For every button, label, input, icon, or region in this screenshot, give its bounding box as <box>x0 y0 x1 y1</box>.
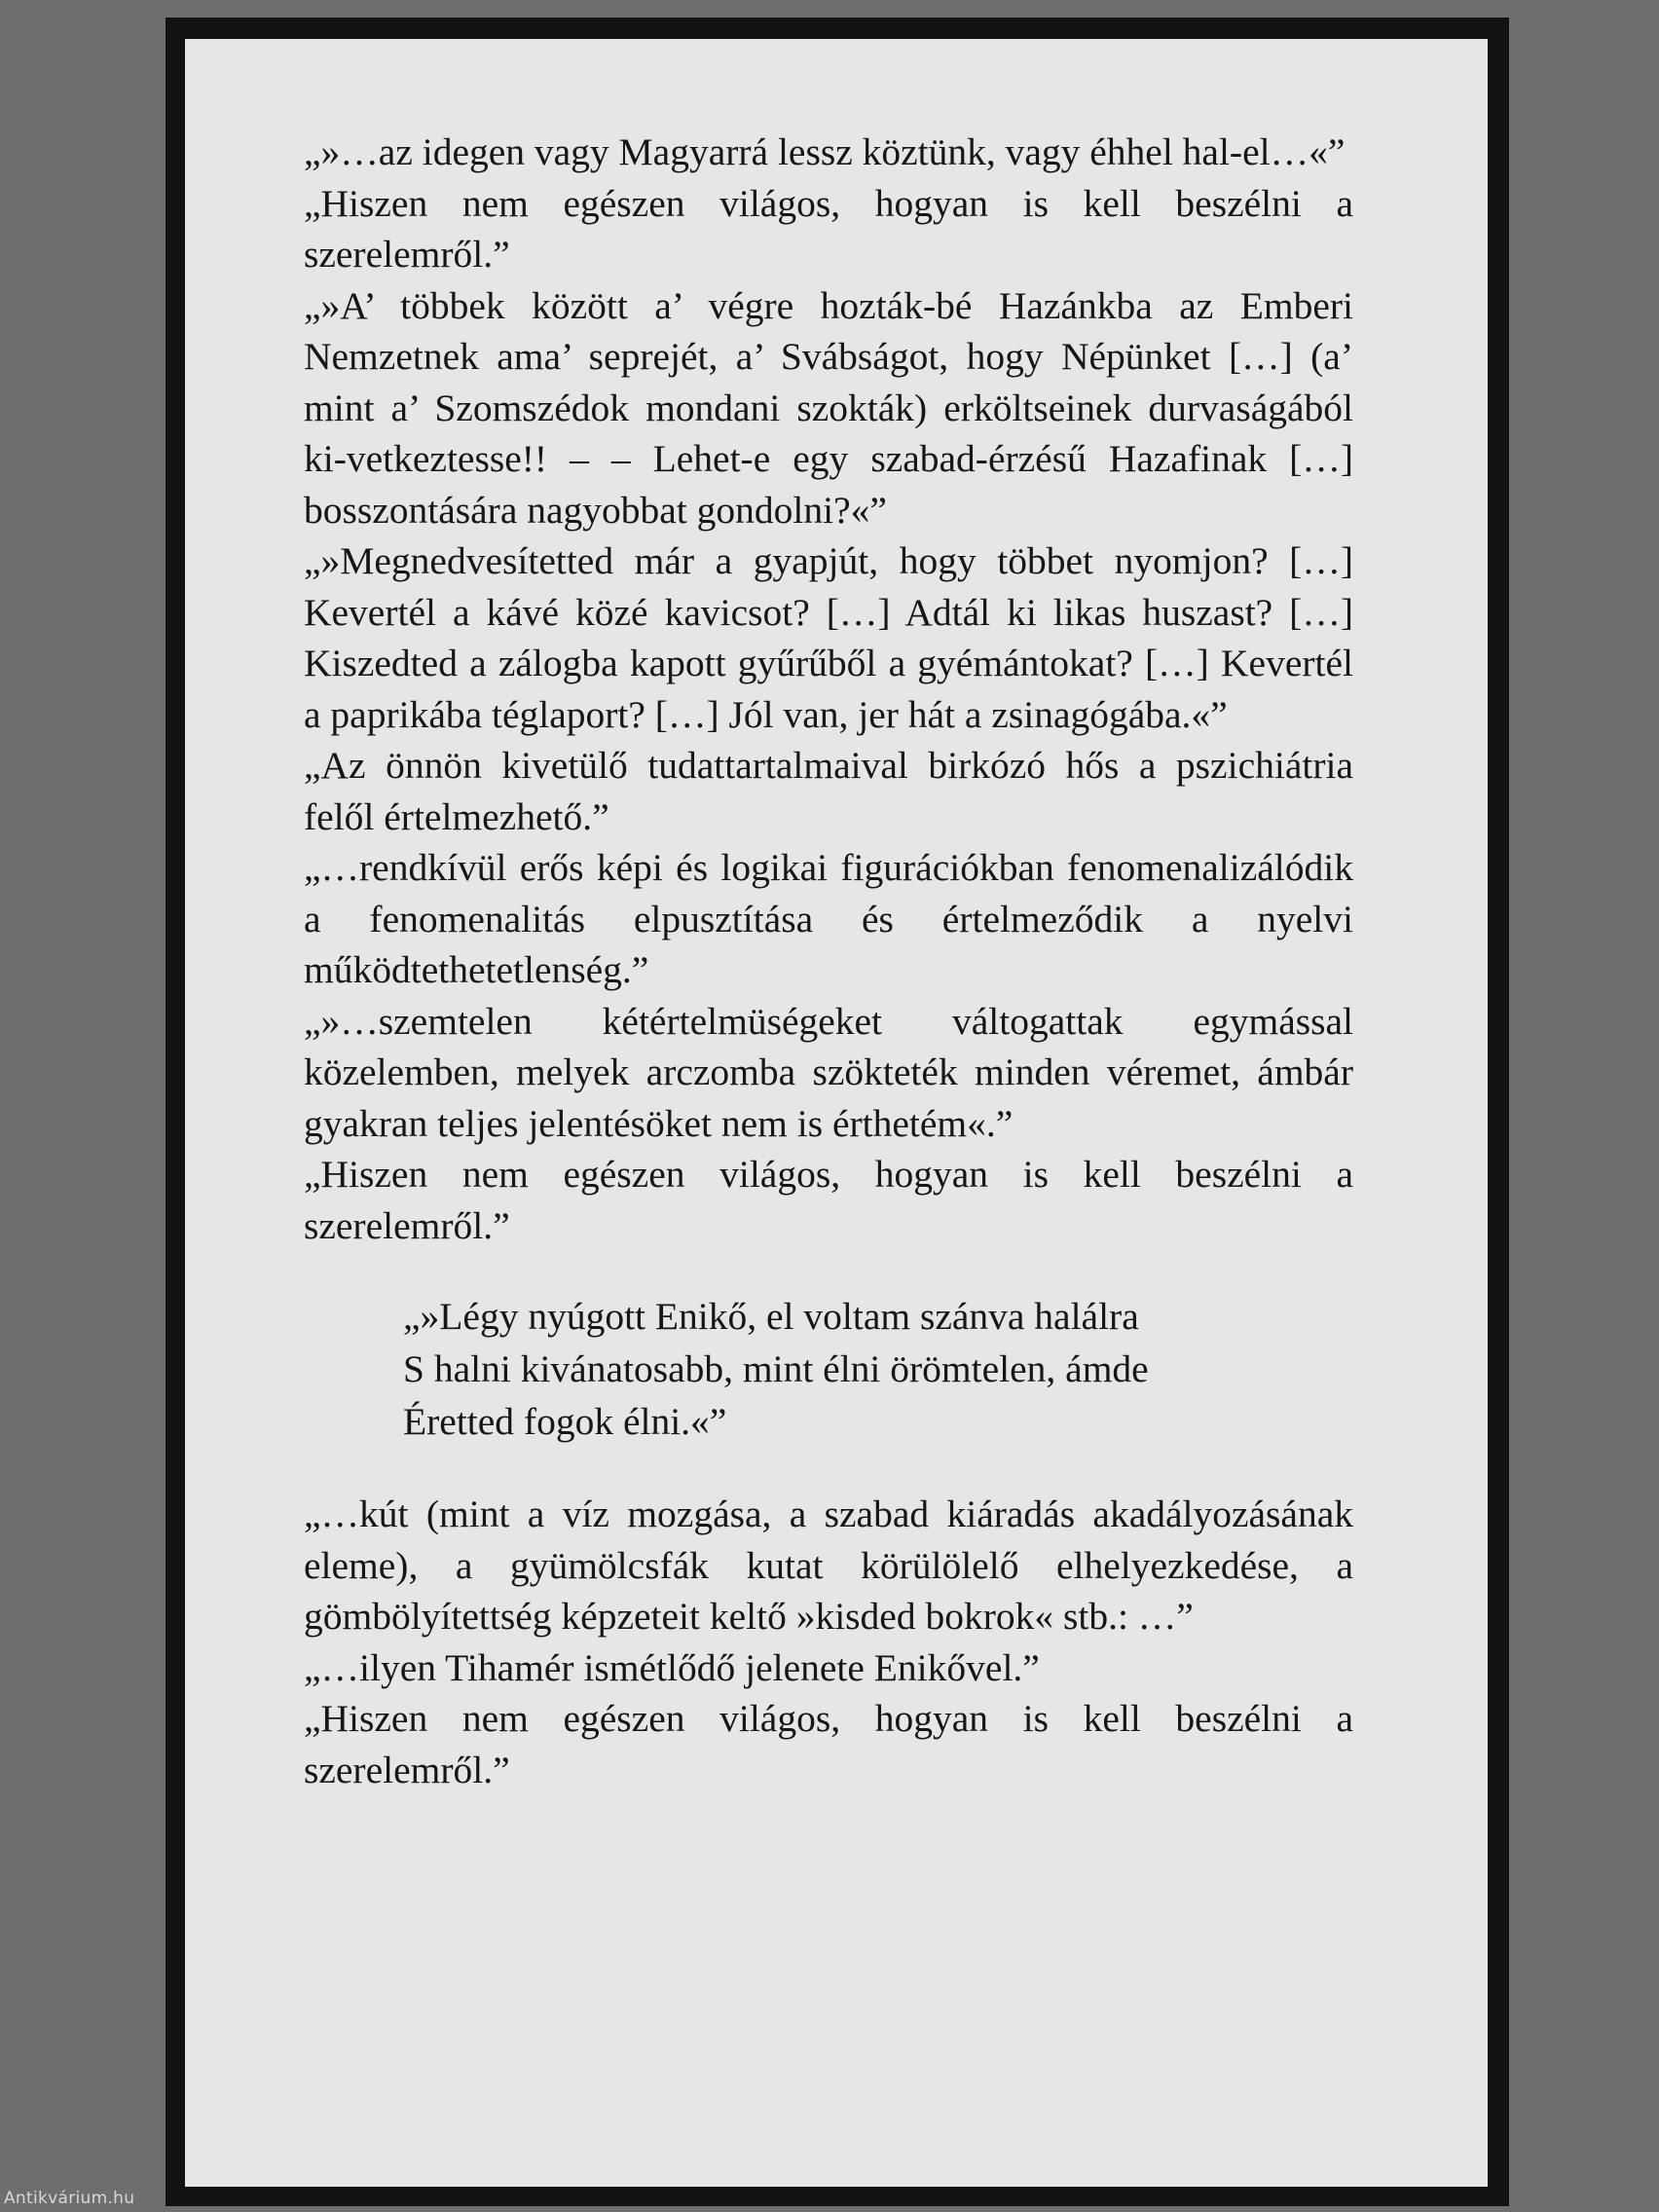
quote-paragraph: „…ilyen Tihamér ismétlődő jelenete Enikővel.” <box>304 1645 1040 1689</box>
verse-line: „»Légy nyúgott Enikő, el voltam szánva halálra <box>403 1295 1139 1338</box>
quote-paragraph: „»…az idegen vagy Magyarrá lessz köztünk, vagy éhhel hal-el…«” <box>304 130 1346 173</box>
quote-paragraph: „»Megnedvesítetted már a gyapjút, hogy többet nyomjon? […] Kevertél a kávé közé kavicsot? […] Adtál ki likas huszast? […] Kiszedted a zálogba kapott gyűrűből a gyémántokat? […] Kevertél a paprikába téglaport? […] Jól van, jer hát a zsinagógába.«” <box>304 539 1353 736</box>
page-text <box>304 127 1353 1795</box>
quote-paragraph: „…rendkívül erős képi és logikai figurációkban fenomenalizálódik a fenomenalitás elpusztítása és értelmeződik a nyelvi működtethetetlenség.” <box>304 846 1353 991</box>
quote-paragraph: „Az önnön kivetülő tudattartalmaival birkózó hős a pszichiátria felől értelmezhető.” <box>304 744 1353 838</box>
verse-line: S halni kivánatosabb, mint élni örömtelen, ámde <box>403 1347 1149 1390</box>
verse-line: Éretted fogok élni.«” <box>403 1400 727 1443</box>
quote-paragraph: „Hiszen nem egészen világos, hogyan is kell beszélni a szerelemről.” <box>304 1697 1353 1791</box>
quote-paragraph: „…kút (mint a víz mozgása, a szabad kiáradás akadályozásának eleme), a gyümölcsfák kutat körülölelő elhelyezkedése, a gömbölyítettség képzeteit keltő »kisded bokrok« stb.: …” <box>304 1493 1353 1638</box>
quote-paragraph: „Hiszen nem egészen világos, hogyan is kell beszélni a szerelemről.” <box>304 181 1353 276</box>
quote-paragraph: „»A’ többek között a’ végre hozták-bé Hazánkba az Emberi Nemzetnek ama’ seprejét, a’ Svábságot, hogy Népünket […] (a’ mint a’ Szomszédok mondani szokták) erköltseinek durvaságából ki-vetkeztesse!! – – Lehet-e egy szabad-érzésű Hazafinak […] bosszontására nagyobbat gondolni?«” <box>304 283 1353 532</box>
watermark: Antikvárium.hu <box>4 2189 135 2208</box>
quote-paragraph: „»…szemtelen kétértelmüségeket váltogattak egymással közelemben, melyek arczomba szökteték minden véremet, ámbár gyakran teljes jelentésöket nem is érthetém«.” <box>304 999 1353 1145</box>
quote-paragraph: „Hiszen nem egészen világos, hogyan is kell beszélni a szerelemről.” <box>304 1153 1353 1247</box>
verse-quote <box>403 1290 1353 1448</box>
book-page <box>185 39 1488 2187</box>
